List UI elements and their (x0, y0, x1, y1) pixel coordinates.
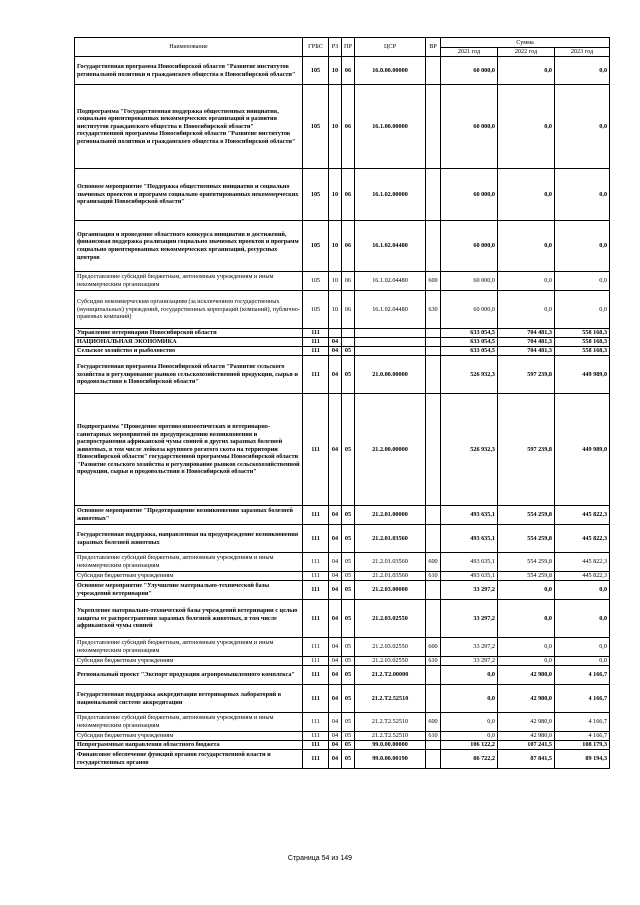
cell-name: Государственная поддержка, направленная на предупреждение возникновения заразных болезней животных (75, 525, 303, 553)
cell-vr (426, 506, 441, 525)
cell-amount-2023: 4 166,7 (555, 732, 610, 741)
cell-name: Укрепление материально-технической базы учреждений ветеринарии с целью защиты от распространения заразных болезней животных, в том числе африканской чумы свиней (75, 600, 303, 638)
cell-name: Государственная программа Новосибирской области "Развитие институтов региональной политики и гражданского общества в Новосибирской области" (75, 57, 303, 85)
cell-rz: 10 (329, 57, 342, 85)
cell-rz: 04 (329, 638, 342, 657)
cell-grbs: 111 (303, 750, 329, 769)
cell-rz: 04 (329, 394, 342, 506)
col-rz-header: РЗ (329, 38, 342, 57)
cell-rz: 04 (329, 506, 342, 525)
cell-name: Основное мероприятие "Поддержка общественных инициатив и социально значимых проектов и программ социально ориентированных некоммерческих организаций Новосибирской области" (75, 169, 303, 221)
cell-rz: 04 (329, 356, 342, 394)
cell-amount-2023: 0,0 (555, 657, 610, 666)
cell-vr: 600 (426, 272, 441, 291)
cell-vr (426, 85, 441, 169)
cell-csr: 99.0.00.00190 (355, 750, 426, 769)
table-row (75, 525, 610, 553)
col-grbs-header: ГРБС (303, 38, 329, 57)
cell-amount-2022: 42 980,0 (498, 713, 555, 732)
cell-name: НАЦИОНАЛЬНАЯ ЭКОНОМИКА (75, 338, 303, 347)
cell-amount-2021: 33 297,2 (441, 657, 498, 666)
cell-rz: 04 (329, 685, 342, 713)
budget-table (74, 37, 610, 769)
cell-pr: 05 (342, 750, 355, 769)
cell-vr: 610 (426, 732, 441, 741)
cell-csr: 16.1.02.04480 (355, 272, 426, 291)
col-name-header: Наименование (75, 38, 303, 57)
cell-grbs: 111 (303, 713, 329, 732)
cell-name: Региональный проект "Экспорт продукции агропромышленного комплекса" (75, 666, 303, 685)
cell-grbs: 105 (303, 221, 329, 272)
cell-name: Субсидии бюджетным учреждениям (75, 732, 303, 741)
cell-amount-2021: 106 122,2 (441, 741, 498, 750)
cell-amount-2023: 4 166,7 (555, 685, 610, 713)
cell-amount-2023: 0,0 (555, 581, 610, 600)
cell-csr: 16.1.02.04480 (355, 291, 426, 329)
cell-vr (426, 750, 441, 769)
cell-rz: 04 (329, 338, 342, 347)
cell-csr: 21.2.T2.52510 (355, 685, 426, 713)
cell-vr (426, 394, 441, 506)
cell-csr: 16.0.00.00000 (355, 57, 426, 85)
table-row (75, 338, 610, 347)
cell-vr (426, 57, 441, 85)
cell-rz: 04 (329, 600, 342, 638)
cell-csr (355, 347, 426, 356)
cell-pr: 06 (342, 291, 355, 329)
table-row (75, 657, 610, 666)
cell-csr: 21.2.01.03560 (355, 572, 426, 581)
cell-grbs: 105 (303, 57, 329, 85)
cell-amount-2022: 0,0 (498, 272, 555, 291)
table-row (75, 394, 610, 506)
col-2022-header: 2022 год (498, 48, 555, 57)
cell-amount-2023: 449 989,0 (555, 394, 610, 506)
cell-amount-2022: 87 841,5 (498, 750, 555, 769)
cell-csr: 21.2.03.00000 (355, 581, 426, 600)
table-row (75, 356, 610, 394)
cell-amount-2021: 0,0 (441, 732, 498, 741)
col-csr-header: ЦСР (355, 38, 426, 57)
cell-amount-2021: 33 297,2 (441, 581, 498, 600)
cell-amount-2023: 449 989,0 (555, 356, 610, 394)
cell-pr: 05 (342, 553, 355, 572)
cell-pr: 05 (342, 666, 355, 685)
table-row (75, 221, 610, 272)
cell-amount-2023: 4 166,7 (555, 713, 610, 732)
page-footer: Страница 54 из 149 (287, 855, 353, 862)
cell-amount-2022: 704 481,3 (498, 329, 555, 338)
cell-rz: 10 (329, 85, 342, 169)
col-pr-header: ПР (342, 38, 355, 57)
table-row (75, 600, 610, 638)
cell-grbs: 111 (303, 638, 329, 657)
cell-pr: 05 (342, 347, 355, 356)
cell-grbs: 111 (303, 525, 329, 553)
cell-amount-2021: 60 000,0 (441, 272, 498, 291)
table-row (75, 732, 610, 741)
cell-amount-2021: 526 932,3 (441, 356, 498, 394)
cell-grbs: 111 (303, 506, 329, 525)
cell-name: Управление ветеринарии Новосибирской области (75, 329, 303, 338)
table-row (75, 169, 610, 221)
cell-amount-2021: 0,0 (441, 685, 498, 713)
cell-amount-2022: 0,0 (498, 85, 555, 169)
cell-name: Финансовое обеспечение функций органов государственной власти и государственных органов (75, 750, 303, 769)
cell-rz: 04 (329, 741, 342, 750)
cell-amount-2022: 554 259,8 (498, 525, 555, 553)
col-2023-header: 2023 год (555, 48, 610, 57)
cell-name: Подпрограмма "Проведение противоэпизоотических и ветеринарно-санитарных мероприятий по предупреждению возникновения и распространения африканской чумы свиней и других заразных болезней животных, в том числе лейкоза крупного рогатого скота на территории Новосибирской области" государственной программы Новосибирской области "Развитие сельского хозяйства и регулирование рынков сельскохозяйственной продукции, сырья и продовольствия в Новосибирской области" (75, 394, 303, 506)
cell-name: Государственная поддержка аккредитации ветеринарных лабораторий в национальной системе аккредитации (75, 685, 303, 713)
cell-name: Основное мероприятие "Улучшение материально-технической базы учреждений ветеринарии" (75, 581, 303, 600)
table-row (75, 347, 610, 356)
cell-amount-2022: 597 239,8 (498, 394, 555, 506)
cell-grbs: 111 (303, 666, 329, 685)
cell-amount-2023: 0,0 (555, 291, 610, 329)
cell-amount-2021: 493 635,1 (441, 525, 498, 553)
cell-vr (426, 741, 441, 750)
cell-amount-2022: 0,0 (498, 221, 555, 272)
cell-rz: 10 (329, 291, 342, 329)
cell-vr: 600 (426, 713, 441, 732)
cell-amount-2023: 89 194,3 (555, 750, 610, 769)
cell-grbs: 111 (303, 600, 329, 638)
cell-rz: 04 (329, 750, 342, 769)
cell-vr: 600 (426, 553, 441, 572)
cell-amount-2022: 0,0 (498, 657, 555, 666)
cell-grbs: 105 (303, 272, 329, 291)
cell-rz: 04 (329, 525, 342, 553)
cell-rz: 04 (329, 657, 342, 666)
cell-vr (426, 329, 441, 338)
cell-amount-2022: 597 239,8 (498, 356, 555, 394)
cell-pr: 05 (342, 394, 355, 506)
cell-pr: 05 (342, 356, 355, 394)
cell-pr: 05 (342, 581, 355, 600)
cell-amount-2023: 0,0 (555, 221, 610, 272)
cell-rz: 04 (329, 666, 342, 685)
cell-pr: 05 (342, 600, 355, 638)
cell-rz (329, 329, 342, 338)
cell-amount-2021: 60 000,0 (441, 57, 498, 85)
cell-csr: 21.2.T2.52510 (355, 732, 426, 741)
cell-amount-2023: 558 168,3 (555, 347, 610, 356)
cell-rz: 04 (329, 553, 342, 572)
cell-amount-2022: 0,0 (498, 638, 555, 657)
cell-amount-2023: 0,0 (555, 169, 610, 221)
cell-amount-2022: 0,0 (498, 57, 555, 85)
cell-name: Предоставление субсидий бюджетным, автономным учреждениям и иным некоммерческим организациям (75, 638, 303, 657)
cell-grbs: 105 (303, 169, 329, 221)
cell-pr: 06 (342, 57, 355, 85)
cell-amount-2021: 0,0 (441, 666, 498, 685)
cell-csr: 21.2.T2.00000 (355, 666, 426, 685)
table-row (75, 638, 610, 657)
table-row (75, 666, 610, 685)
table-row (75, 85, 610, 169)
cell-amount-2023: 108 179,3 (555, 741, 610, 750)
cell-grbs: 111 (303, 329, 329, 338)
cell-csr: 16.1.02.04480 (355, 221, 426, 272)
cell-amount-2023: 0,0 (555, 57, 610, 85)
cell-rz: 10 (329, 169, 342, 221)
cell-pr: 05 (342, 572, 355, 581)
cell-vr (426, 338, 441, 347)
cell-grbs: 111 (303, 732, 329, 741)
cell-csr: 16.1.02.00000 (355, 169, 426, 221)
cell-csr: 21.2.03.02550 (355, 638, 426, 657)
cell-vr (426, 221, 441, 272)
cell-name: Предоставление субсидий бюджетным, автономным учреждениям и иным некоммерческим организациям (75, 272, 303, 291)
cell-vr (426, 666, 441, 685)
cell-amount-2021: 60 000,0 (441, 169, 498, 221)
cell-grbs: 111 (303, 581, 329, 600)
cell-amount-2022: 107 241,5 (498, 741, 555, 750)
cell-grbs: 111 (303, 338, 329, 347)
cell-grbs: 111 (303, 356, 329, 394)
table-row (75, 291, 610, 329)
table-row (75, 272, 610, 291)
cell-csr: 21.2.03.02550 (355, 657, 426, 666)
cell-amount-2021: 633 054,5 (441, 329, 498, 338)
cell-amount-2021: 60 000,0 (441, 85, 498, 169)
cell-grbs: 111 (303, 685, 329, 713)
table-row (75, 750, 610, 769)
cell-grbs: 111 (303, 572, 329, 581)
cell-pr: 05 (342, 741, 355, 750)
cell-grbs: 105 (303, 85, 329, 169)
cell-amount-2022: 554 259,8 (498, 553, 555, 572)
cell-pr: 06 (342, 85, 355, 169)
cell-amount-2021: 0,0 (441, 713, 498, 732)
cell-pr: 05 (342, 685, 355, 713)
cell-name: Подпрограмма "Государственная поддержка общественных инициатив, социально ориентированных некоммерческих организаций и развития институтов гражданского общества в Новосибирской области" государственной программы Новосибирской области "Развитие институтов региональной политики и гражданского общества в Новосибирской области" (75, 85, 303, 169)
cell-pr: 06 (342, 272, 355, 291)
cell-amount-2022: 0,0 (498, 291, 555, 329)
cell-rz: 10 (329, 272, 342, 291)
cell-name: Основное мероприятие "Предотвращение возникновения заразных болезней животных" (75, 506, 303, 525)
cell-name: Субсидии бюджетным учреждениям (75, 572, 303, 581)
cell-vr (426, 600, 441, 638)
cell-amount-2023: 0,0 (555, 638, 610, 657)
cell-pr: 06 (342, 169, 355, 221)
cell-amount-2021: 633 054,5 (441, 338, 498, 347)
table-row (75, 581, 610, 600)
cell-amount-2022: 42 980,0 (498, 685, 555, 713)
cell-csr (355, 338, 426, 347)
table-row (75, 741, 610, 750)
cell-csr: 21.2.03.02550 (355, 600, 426, 638)
cell-amount-2023: 445 822,3 (555, 525, 610, 553)
cell-vr (426, 581, 441, 600)
cell-csr: 99.0.00.00000 (355, 741, 426, 750)
cell-csr (355, 329, 426, 338)
col-vr-header: ВР (426, 38, 441, 57)
cell-csr: 21.2.01.03560 (355, 525, 426, 553)
cell-grbs: 111 (303, 741, 329, 750)
cell-name: Государственная программа Новосибирской области "Развитие сельского хозяйства и регулирование рынков сельскохозяйственной продукции, сырья и продовольствия в Новосибирской области" (75, 356, 303, 394)
cell-rz: 04 (329, 347, 342, 356)
table-header (75, 38, 610, 57)
cell-amount-2021: 60 000,0 (441, 221, 498, 272)
cell-vr (426, 169, 441, 221)
cell-amount-2022: 704 481,3 (498, 338, 555, 347)
cell-amount-2023: 0,0 (555, 85, 610, 169)
cell-csr: 21.0.00.00000 (355, 356, 426, 394)
table-row (75, 685, 610, 713)
cell-grbs: 111 (303, 347, 329, 356)
cell-vr: 610 (426, 657, 441, 666)
cell-amount-2023: 558 168,3 (555, 329, 610, 338)
cell-amount-2023: 445 822,3 (555, 506, 610, 525)
cell-pr: 05 (342, 638, 355, 657)
cell-rz: 10 (329, 221, 342, 272)
cell-amount-2021: 86 722,2 (441, 750, 498, 769)
cell-grbs: 111 (303, 394, 329, 506)
cell-amount-2021: 33 297,2 (441, 600, 498, 638)
cell-amount-2021: 633 054,5 (441, 347, 498, 356)
cell-grbs: 105 (303, 291, 329, 329)
cell-pr: 05 (342, 657, 355, 666)
table-row (75, 329, 610, 338)
cell-pr (342, 329, 355, 338)
cell-amount-2021: 526 932,3 (441, 394, 498, 506)
cell-rz: 04 (329, 732, 342, 741)
cell-name: Предоставление субсидий бюджетным, автономным учреждениям и иным некоммерческим организациям (75, 553, 303, 572)
cell-rz: 04 (329, 581, 342, 600)
table-row (75, 553, 610, 572)
cell-name: Сельское хозяйство и рыболовство (75, 347, 303, 356)
cell-pr: 06 (342, 221, 355, 272)
cell-vr (426, 525, 441, 553)
cell-name: Субсидии некоммерческим организациям (за исключением государственных (муниципальных) учреждений, государственных корпораций (компаний), публично-правовых компаний) (75, 291, 303, 329)
cell-amount-2021: 493 635,1 (441, 553, 498, 572)
cell-vr: 610 (426, 572, 441, 581)
cell-csr: 16.1.00.00000 (355, 85, 426, 169)
cell-csr: 21.2.00.00000 (355, 394, 426, 506)
cell-amount-2022: 704 481,3 (498, 347, 555, 356)
cell-amount-2021: 493 635,1 (441, 506, 498, 525)
cell-grbs: 111 (303, 553, 329, 572)
cell-csr: 21.2.01.00000 (355, 506, 426, 525)
cell-name: Предоставление субсидий бюджетным, автономным учреждениям и иным некоммерческим организациям (75, 713, 303, 732)
col-2021-header: 2021 год (441, 48, 498, 57)
table-body (75, 57, 610, 769)
cell-amount-2022: 0,0 (498, 581, 555, 600)
cell-amount-2023: 0,0 (555, 600, 610, 638)
table-row (75, 57, 610, 85)
cell-name: Субсидии бюджетным учреждениям (75, 657, 303, 666)
cell-vr (426, 356, 441, 394)
cell-amount-2022: 42 980,0 (498, 732, 555, 741)
table-row (75, 572, 610, 581)
cell-name: Организация и проведение областного конкурса инициатив и достижений, финансовая поддержка реализации социально значимых проектов и программ социально ориентированных некоммерческих организаций, ресурсных центров (75, 221, 303, 272)
cell-vr: 630 (426, 291, 441, 329)
cell-pr: 05 (342, 732, 355, 741)
cell-grbs: 111 (303, 657, 329, 666)
cell-pr: 05 (342, 713, 355, 732)
cell-amount-2022: 42 980,0 (498, 666, 555, 685)
cell-pr (342, 338, 355, 347)
cell-csr: 21.2.01.03560 (355, 553, 426, 572)
cell-amount-2022: 0,0 (498, 600, 555, 638)
cell-name: Непрограммные направления областного бюджета (75, 741, 303, 750)
cell-amount-2022: 554 259,8 (498, 572, 555, 581)
cell-amount-2021: 493 635,1 (441, 572, 498, 581)
cell-amount-2023: 445 822,3 (555, 572, 610, 581)
table-row (75, 506, 610, 525)
cell-rz: 04 (329, 572, 342, 581)
cell-amount-2023: 558 168,3 (555, 338, 610, 347)
cell-amount-2022: 554 259,8 (498, 506, 555, 525)
cell-amount-2023: 0,0 (555, 272, 610, 291)
cell-amount-2023: 4 166,7 (555, 666, 610, 685)
table-row (75, 713, 610, 732)
cell-csr: 21.2.T2.52510 (355, 713, 426, 732)
col-sum-header: Сумма (441, 38, 610, 48)
cell-amount-2021: 33 297,2 (441, 638, 498, 657)
cell-amount-2022: 0,0 (498, 169, 555, 221)
cell-vr: 600 (426, 638, 441, 657)
cell-pr: 05 (342, 506, 355, 525)
cell-amount-2021: 60 000,0 (441, 291, 498, 329)
cell-amount-2023: 445 822,3 (555, 553, 610, 572)
cell-rz: 04 (329, 713, 342, 732)
cell-vr (426, 685, 441, 713)
cell-pr: 05 (342, 525, 355, 553)
cell-vr (426, 347, 441, 356)
